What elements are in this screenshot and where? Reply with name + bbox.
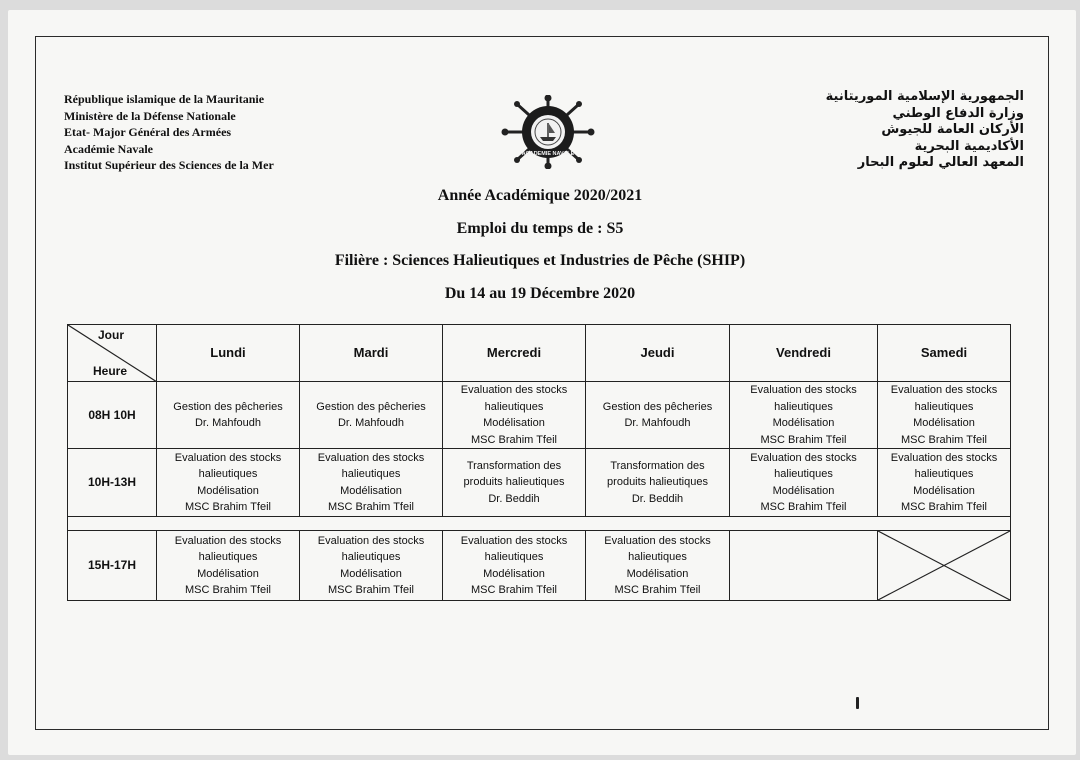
academic-year-title: Année Académique 2020/2021 [437, 187, 643, 204]
course-cell [300, 449, 443, 517]
empty-slot [730, 531, 878, 601]
course-cell [157, 531, 300, 601]
course-line: Modélisation [197, 484, 259, 497]
course-cell [443, 449, 586, 517]
corner-heure-label: Heure [93, 364, 128, 378]
course-cell [586, 382, 730, 449]
day-header: Mercredi [443, 325, 586, 382]
course-cell [730, 382, 878, 449]
course-line: Evaluation des stocks [317, 534, 425, 547]
course-cell [443, 531, 586, 601]
course-line: Evaluation des stocks [890, 384, 998, 396]
course-line: Modélisation [340, 567, 402, 580]
course-cell [730, 449, 878, 517]
course-line: halieutiques [628, 551, 687, 563]
day-header: Mardi [300, 325, 443, 382]
break-row [68, 517, 1011, 531]
crossed-out-cell [878, 531, 1011, 601]
course-cell [878, 449, 1011, 517]
timetable-row [68, 531, 1011, 601]
header-left-line: Institut Supérieur des Sciences de la Mer [64, 158, 274, 172]
course-cell [586, 531, 730, 601]
course-line: halieutiques [774, 468, 833, 480]
header-right-line: المعهد العالي لعلوم البحار [857, 155, 1024, 170]
course-line: halieutiques [341, 551, 401, 563]
logo-ring-text: ACADEMIE NAVALE [521, 151, 575, 157]
field-title: Filière : Sciences Halieutiques et Industries de Pêche (SHIP) [334, 252, 746, 269]
course-line: Transformation des [610, 459, 705, 472]
course-cell [878, 382, 1011, 449]
day-header: Lundi [157, 325, 300, 382]
time-slot-label: 10H-13H [68, 449, 157, 517]
course-line: Modélisation [483, 417, 545, 429]
course-line: MSC Brahim Tfeil [328, 501, 414, 513]
course-line: halieutiques [914, 468, 974, 480]
course-line: MSC Brahim Tfeil [185, 501, 271, 513]
timetable-row [68, 382, 1011, 449]
course-line: Transformation des [466, 459, 562, 472]
course-line: Evaluation des stocks [750, 384, 857, 396]
header-right-institution-arabic [826, 89, 1024, 172]
course-line: Evaluation des stocks [460, 534, 568, 547]
course-line: MSC Brahim Tfeil [185, 584, 271, 596]
header-left-line: République islamique de la Mauritanie [64, 92, 265, 106]
course-line: Dr. Mahfoudh [194, 417, 262, 429]
course-line: Evaluation des stocks [604, 534, 711, 547]
course-line: halieutiques [914, 400, 974, 413]
course-line: Modélisation [772, 417, 835, 429]
course-line: MSC Brahim Tfeil [328, 584, 414, 596]
header-left-institution [64, 91, 274, 174]
time-slot-label: 08H 10H [68, 382, 157, 449]
course-line: Modélisation [772, 484, 835, 497]
course-cell [300, 531, 443, 601]
course-line: Evaluation des stocks [460, 384, 568, 396]
course-line: Evaluation des stocks [750, 451, 857, 464]
course-line: MSC Brahim Tfeil [614, 584, 701, 596]
course-line: halieutiques [484, 551, 544, 563]
day-hour-corner-cell [68, 325, 157, 382]
course-line: produits halieutiques [463, 476, 565, 489]
day-header: Vendredi [730, 325, 878, 382]
course-line: Evaluation des stocks [890, 451, 998, 464]
course-line: MSC Brahim Tfeil [901, 433, 987, 446]
header-right-line: وزارة الدفاع الوطني [892, 105, 1024, 121]
corner-jour-label: Jour [98, 328, 125, 342]
course-line: halieutiques [198, 468, 258, 480]
course-line: produits halieutiques [607, 476, 708, 489]
course-line: Dr. Mahfoudh [337, 417, 405, 429]
course-line: Evaluation des stocks [174, 534, 282, 547]
course-cell [443, 382, 586, 449]
course-line: MSC Brahim Tfeil [471, 433, 557, 446]
time-slot-label: 15H-17H [68, 531, 157, 601]
course-line: Evaluation des stocks [317, 451, 425, 464]
header-right-line: الأكاديمية البحرية [914, 138, 1024, 154]
course-cell [300, 382, 443, 449]
course-cell [586, 449, 730, 517]
course-line: Modélisation [913, 484, 975, 497]
course-line: MSC Brahim Tfeil [471, 584, 557, 596]
header-right-line: الأركان العامة للجيوش [881, 122, 1024, 137]
course-line: halieutiques [198, 551, 258, 563]
header-left-line: Etat- Major Général des Armées [64, 125, 232, 139]
course-line: Modélisation [913, 417, 975, 429]
course-cell [157, 449, 300, 517]
date-range-title: Du 14 au 19 Décembre 2020 [444, 285, 636, 302]
course-cell [157, 382, 300, 449]
day-header: Samedi [878, 325, 1011, 382]
course-line: Modélisation [483, 567, 545, 580]
day-header: Jeudi [586, 325, 730, 382]
timetable-header-row [68, 325, 1011, 382]
course-line: halieutiques [484, 400, 544, 413]
header-left-line: Ministère de la Défense Nationale [64, 108, 236, 123]
course-line: MSC Brahim Tfeil [901, 501, 987, 513]
course-line: Modélisation [626, 567, 689, 580]
course-line: Gestion des pêcheries [602, 400, 713, 413]
course-line: Gestion des pêcheries [316, 400, 426, 413]
course-line: Dr. Beddih [488, 492, 540, 505]
cross-out-mark [878, 531, 1010, 600]
header-right-line: الجمهورية الإسلامية الموريتانية [825, 89, 1024, 104]
ship-wheel-emblem-icon [500, 95, 596, 169]
timetable [67, 324, 1011, 601]
course-line: halieutiques [341, 468, 401, 480]
course-line: MSC Brahim Tfeil [760, 433, 847, 446]
course-line: Dr. Beddih [631, 492, 684, 505]
header-left-line: Académie Navale [64, 141, 153, 156]
course-line: halieutiques [774, 400, 833, 413]
ink-mark [856, 697, 859, 709]
course-line: Evaluation des stocks [174, 451, 282, 464]
course-line: Modélisation [340, 484, 402, 497]
course-line: Gestion des pêcheries [173, 400, 283, 413]
course-line: MSC Brahim Tfeil [760, 501, 847, 513]
schedule-title: Emploi du temps de : S5 [456, 220, 624, 237]
course-line: Dr. Mahfoudh [624, 417, 691, 429]
timetable-row [68, 449, 1011, 517]
course-line: Modélisation [197, 567, 259, 580]
